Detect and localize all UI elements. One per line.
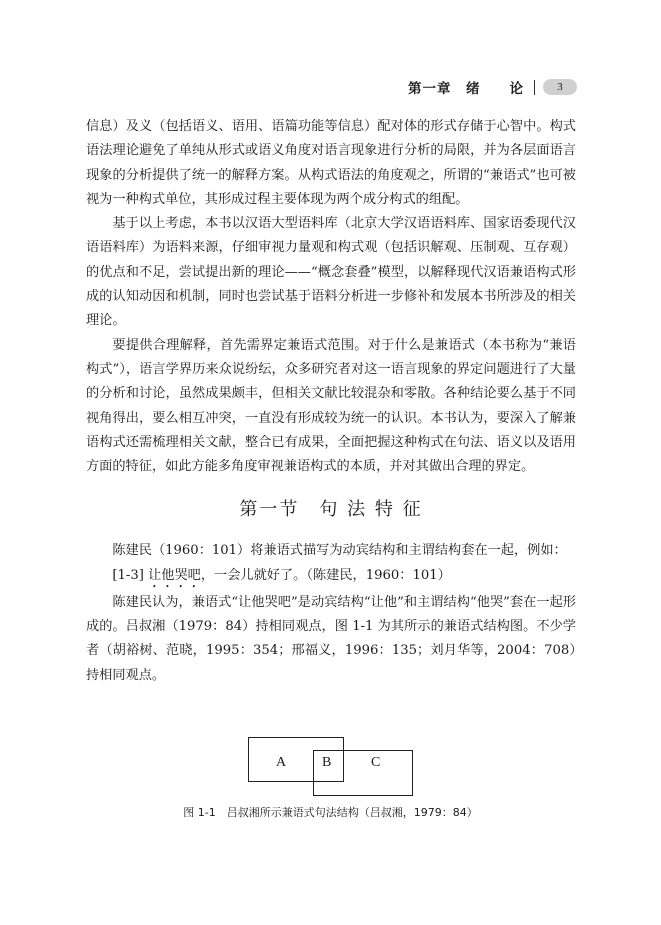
paragraph-continuation: 信息）及义（包括语义、语用、语篇功能等信息）配对体的形式存储于心智中。构式语法理论避免了单纯从形式或语义角度对语言现象进行分析的局限，并为各层面语言现象的分析提供了统一的解释方案。从构式语法的角度观之，所谓的“兼语式”也可被视为一种构式单位，其形成过程主要体现为两个成分构式的组配。 [86, 119, 576, 207]
figure-caption: 图 1-1 吕叔湘所示兼语式句法结构（吕叔湘，1979：84） [183, 806, 478, 819]
chapter-title: 第一章 绪 论 [408, 81, 524, 97]
example-text: ，一会儿就好了。 [200, 567, 307, 583]
body-text [86, 115, 576, 688]
paragraph-chen-analysis: 陈建民认为，兼语式“让他哭吧”是动宾结构“让他”和主谓结构“他哭”套在一起形成的。吕叔湘（1979：84）持相同观点，图 1-1 为其所示的兼语式结构图。不少学者（胡裕树、范晓，1995：354；邢福义，1996：135；刘月华等，2004：708）持相同观点。 [86, 594, 576, 683]
label-c: C [371, 755, 381, 770]
running-header [408, 77, 577, 97]
section-title: 第一节 句 法 特 征 [239, 499, 423, 521]
label-b: B [322, 755, 332, 770]
paragraph-scope: 要提供合理解释，首先需界定兼语式范围。对于什么是兼语式（本书称为“兼语构式”），语言学界历来众说纷纭，众多研究者对这一语言现象的界定问题进行了大量的分析和讨论，虽然成果颇丰，但相关文献比较混杂和零散。各种结论要么基于不同视角得出，要么相互冲突，一直没有形成较为统一的认识。本书认为，要深入了解兼语构式还需梳理相关文献，整合已有成果，全面把握这种构式在句法、语义以及语用方面的特征，如此方能多角度审视兼语构式的本质，并对其做出合理的界定。 [86, 337, 576, 475]
paragraph-approach: 基于以上考虑，本书以汉语大型语料库（北京大学汉语语料库、国家语委现代汉语语料库）为语料来源，仔细审视力量观和构式观（包括识解观、压制观、互存观）的优点和不足，尝试提出新的理论——“概念套叠”模型，以解释现代汉语兼语构式形成的认知动因和机制，同时也尝试基于语料分析进一步修补和发展本书所涉及的相关理论。 [86, 216, 576, 329]
example-number: [1-3] [112, 567, 144, 583]
page-number: 3 [543, 79, 577, 95]
example-emphasized-text: 让他哭吧 [148, 567, 201, 583]
label-a: A [276, 755, 287, 770]
example-sentence [86, 564, 576, 591]
header-divider [534, 80, 535, 95]
figure-structure-diagram [0, 734, 661, 814]
example-citation: （陈建民，1960：101） [306, 567, 451, 583]
paragraph-chen-intro: 陈建民（1960：101）将兼语式描写为动宾结构和主谓结构套在一起，例如： [112, 543, 567, 559]
